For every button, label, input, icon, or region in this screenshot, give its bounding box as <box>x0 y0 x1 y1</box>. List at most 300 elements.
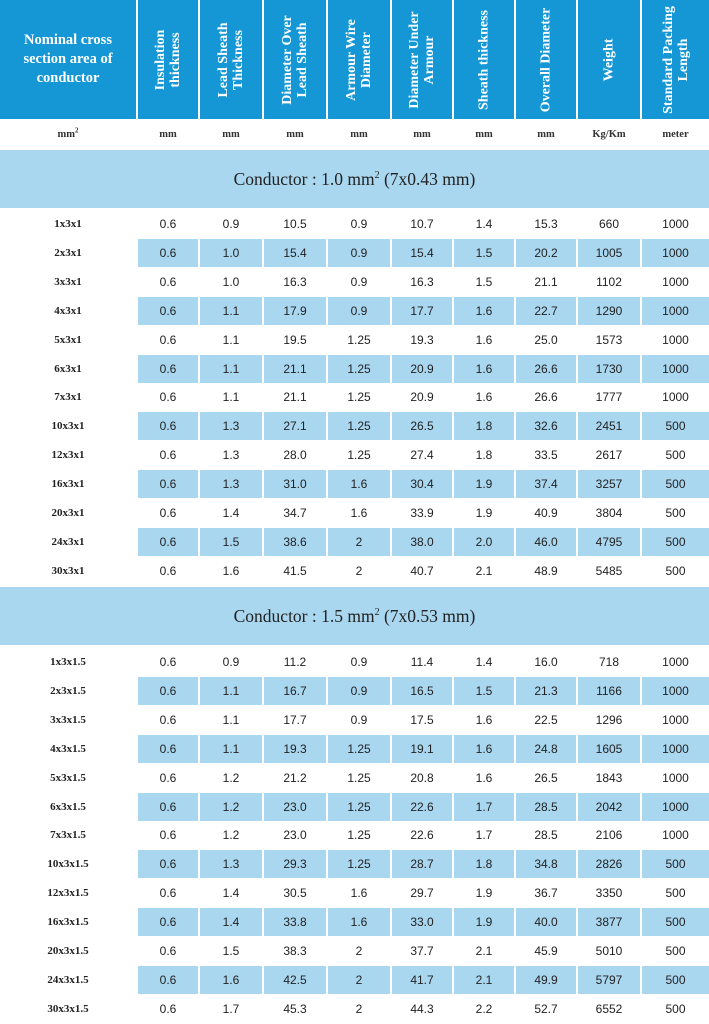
table-cell: 33.5 <box>534 448 558 463</box>
table-cell: 1.6 <box>475 770 493 785</box>
table-cell: 25.0 <box>534 332 558 347</box>
table-cell: 31.0 <box>264 470 326 498</box>
unit-label: mm <box>222 129 240 140</box>
table-row <box>0 706 709 735</box>
table-cell: 1.3 <box>222 448 240 463</box>
table-cell: 1.5 <box>475 274 493 289</box>
table-cell: 16.3 <box>410 274 434 289</box>
table-cell: 1.6 <box>222 563 240 578</box>
table-cell: 42.5 <box>264 966 326 994</box>
table-cell: 718 <box>598 655 620 669</box>
column-header <box>642 0 709 119</box>
table-cell: 0.6 <box>159 828 177 843</box>
table-cell: 0.6 <box>138 470 198 498</box>
table-cell: 1.8 <box>454 850 514 878</box>
table-cell: 2 <box>328 966 390 994</box>
table-cell: 29.7 <box>410 886 434 901</box>
table-cell: 1.2 <box>222 770 240 785</box>
table-cell: 21.1 <box>534 274 558 289</box>
table-cell: 52.7 <box>534 1001 558 1016</box>
table-cell: 49.9 <box>516 966 576 994</box>
table-cell: 0.9 <box>350 217 368 231</box>
table-cell: 1005 <box>578 239 640 267</box>
table-cell: 48.9 <box>534 563 558 578</box>
table-cell: 2106 <box>595 828 623 843</box>
table-cell: 30.5 <box>283 886 307 901</box>
table-cell: 44.3 <box>410 1001 434 1016</box>
table-cell: 1.25 <box>347 770 371 785</box>
table-cell: 2.1 <box>454 966 514 994</box>
row-label: 10x3x1 <box>51 420 85 433</box>
table-cell: 1.6 <box>328 470 390 498</box>
table-cell: 2617 <box>595 448 623 463</box>
table-row <box>0 355 709 384</box>
table-cell: 19.3 <box>410 332 434 347</box>
row-label: 24x3x1 <box>51 535 85 548</box>
table-cell: 1.6 <box>454 355 514 383</box>
table-cell: 1.1 <box>200 355 262 383</box>
table-cell: 45.9 <box>534 944 558 958</box>
table-row <box>0 210 709 239</box>
column-header-label: Standard Packing Length <box>660 5 691 114</box>
table-cell: 16.3 <box>283 274 307 289</box>
table-cell: 0.6 <box>138 239 198 267</box>
table-cell: 0.6 <box>159 712 177 727</box>
row-label: 10x3x1.5 <box>47 858 89 871</box>
table-cell: 33.8 <box>264 908 326 936</box>
table-cell: 1.4 <box>222 886 240 901</box>
table-cell: 1.25 <box>347 448 371 463</box>
row-label: 12x3x1 <box>51 449 85 462</box>
table-cell: 1.3 <box>200 470 262 498</box>
table-cell: 40.9 <box>534 506 558 520</box>
table-cell: 26.5 <box>534 770 558 785</box>
table-cell: 1.1 <box>200 735 262 763</box>
table-row <box>0 821 709 850</box>
table-cell: 1.8 <box>454 412 514 440</box>
table-cell: 2042 <box>578 793 640 821</box>
table-cell: 21.1 <box>283 390 307 405</box>
table-cell: 1.9 <box>475 506 493 520</box>
unit-label: mm <box>475 129 493 140</box>
row-label: 3x3x1.5 <box>50 713 86 726</box>
table-cell: 22.6 <box>410 828 434 843</box>
column-header <box>392 0 452 119</box>
table-cell: 1000 <box>662 712 689 727</box>
table-cell: 2 <box>355 1001 363 1016</box>
row-label: 16x3x1.5 <box>47 916 89 929</box>
table-cell: 1.9 <box>475 886 493 901</box>
table-cell: 19.1 <box>392 735 452 763</box>
table-cell: 23.0 <box>283 828 307 843</box>
table-cell: 22.6 <box>392 793 452 821</box>
table-row <box>0 735 709 764</box>
table-cell: 0.6 <box>159 448 177 463</box>
table-cell: 21.1 <box>264 355 326 383</box>
table-cell: 0.9 <box>222 655 240 669</box>
table-cell: 1.9 <box>454 470 514 498</box>
table-cell: 0.9 <box>328 677 390 705</box>
row-label: 24x3x1.5 <box>47 973 89 986</box>
column-header-label: Insulation thickness <box>153 29 183 90</box>
table-cell: 16.5 <box>392 677 452 705</box>
header-row <box>0 0 709 119</box>
table-cell: 1.7 <box>475 828 493 843</box>
table-cell: 1.4 <box>222 506 240 520</box>
table-cell: 1.0 <box>200 239 262 267</box>
table-cell: 500 <box>665 563 686 578</box>
column-header <box>200 0 262 119</box>
table-cell: 21.3 <box>516 677 576 705</box>
row-label: 2x3x1.5 <box>50 684 86 697</box>
table-cell: 1296 <box>595 712 623 727</box>
table-cell: 20.9 <box>392 355 452 383</box>
table-cell: 1.6 <box>350 506 368 520</box>
table-row <box>0 268 709 297</box>
table-row <box>0 470 709 499</box>
table-cell: 0.6 <box>138 735 198 763</box>
column-header-label: Diameter Under Armour <box>407 10 437 109</box>
table-cell: 500 <box>642 850 709 878</box>
table-cell: 500 <box>642 470 709 498</box>
table-cell: 1.25 <box>328 355 390 383</box>
row-label: 7x3x1.5 <box>50 829 86 842</box>
table-cell: 1.3 <box>200 412 262 440</box>
unit-label: mm <box>286 129 304 140</box>
table-cell: 3804 <box>595 506 623 520</box>
table-cell: 5010 <box>595 944 623 958</box>
table-cell: 30.4 <box>392 470 452 498</box>
column-header: Nominal cross section area of conductor <box>0 0 136 119</box>
table-cell: 0.9 <box>350 274 368 289</box>
column-header <box>454 0 514 119</box>
table-cell: 17.9 <box>264 297 326 325</box>
table-cell: 38.6 <box>264 528 326 556</box>
table-cell: 0.6 <box>159 1001 177 1016</box>
table-cell: 1843 <box>595 770 623 785</box>
table-cell: 2.0 <box>454 528 514 556</box>
table-cell: 46.0 <box>516 528 576 556</box>
table-cell: 1000 <box>662 274 689 289</box>
table-cell: 2.1 <box>475 944 493 958</box>
table-cell: 3257 <box>578 470 640 498</box>
table-cell: 1.7 <box>454 793 514 821</box>
table-cell: 1.1 <box>222 390 240 405</box>
table-cell: 16.7 <box>264 677 326 705</box>
table-cell: 1.2 <box>200 793 262 821</box>
table-cell: 0.6 <box>159 563 177 578</box>
table-cell: 40.0 <box>516 908 576 936</box>
table-cell: 28.5 <box>516 793 576 821</box>
table-cell: 29.3 <box>264 850 326 878</box>
table-cell: 1573 <box>595 332 623 347</box>
column-header-label: Overall Diameter <box>538 7 554 112</box>
table-cell: 27.1 <box>264 412 326 440</box>
table-cell: 1.25 <box>328 735 390 763</box>
table-cell: 28.7 <box>392 850 452 878</box>
table-cell: 1000 <box>662 655 689 669</box>
table-cell: 1000 <box>662 217 689 231</box>
table-cell: 15.4 <box>264 239 326 267</box>
table-cell: 1.25 <box>347 332 371 347</box>
table-cell: 22.7 <box>516 297 576 325</box>
table-cell: 33.9 <box>410 506 434 520</box>
table-cell: 41.5 <box>283 563 307 578</box>
table-cell: 1.5 <box>454 239 514 267</box>
table-cell: 1.25 <box>328 793 390 821</box>
table-row <box>0 326 709 355</box>
table-cell: 1000 <box>642 239 709 267</box>
table-row <box>0 528 709 557</box>
column-header-label: Diameter Over Lead Sheath <box>280 14 310 105</box>
table-row <box>0 850 709 879</box>
table-cell: 2 <box>328 528 390 556</box>
column-header <box>264 0 326 119</box>
table-cell: 500 <box>665 1001 686 1016</box>
table-cell: 500 <box>642 966 709 994</box>
table-cell: 0.9 <box>222 217 240 231</box>
table-cell: 660 <box>598 217 620 231</box>
table-cell: 1.5 <box>454 677 514 705</box>
table-cell: 0.6 <box>138 677 198 705</box>
table-cell: 0.9 <box>328 297 390 325</box>
table-cell: 1000 <box>662 770 689 785</box>
table-cell: 38.3 <box>283 944 307 958</box>
table-row <box>0 297 709 326</box>
table-cell: 2826 <box>578 850 640 878</box>
row-label: 20x3x1.5 <box>47 945 89 957</box>
table-cell: 0.6 <box>138 297 198 325</box>
table-cell: 1102 <box>596 274 622 289</box>
row-label: 3x3x1 <box>54 275 82 288</box>
table-row <box>0 966 709 995</box>
table-cell: 1.25 <box>347 390 371 405</box>
table-cell: 1000 <box>642 297 709 325</box>
table-cell: 500 <box>665 944 686 958</box>
table-cell: 3877 <box>578 908 640 936</box>
table-cell: 28.5 <box>534 828 558 843</box>
table-cell: 500 <box>665 886 686 901</box>
table-cell: 38.0 <box>392 528 452 556</box>
table-cell: 32.6 <box>516 412 576 440</box>
table-cell: 17.5 <box>410 712 434 727</box>
table-cell: 1.2 <box>222 828 240 843</box>
table-cell: 23.0 <box>264 793 326 821</box>
table-cell: 28.0 <box>283 448 307 463</box>
section-title: Conductor : 1.5 $mm^2$ (7x0.53 mm) <box>0 587 709 645</box>
table-cell: 1.6 <box>475 332 493 347</box>
table-row <box>0 764 709 793</box>
table-cell: 2451 <box>578 412 640 440</box>
table-cell: 1.6 <box>200 966 262 994</box>
table-row <box>0 879 709 908</box>
table-cell: 0.9 <box>350 712 368 727</box>
table-cell: 1.1 <box>222 332 240 347</box>
table-row <box>0 412 709 441</box>
table-cell: 26.5 <box>392 412 452 440</box>
table-cell: 5485 <box>595 563 623 578</box>
row-label: 4x3x1.5 <box>50 742 86 755</box>
table-cell: 1.25 <box>328 412 390 440</box>
table-cell: 500 <box>642 908 709 936</box>
table-cell: 1.6 <box>475 712 493 727</box>
table-cell: 1000 <box>642 677 709 705</box>
table-cell: 19.3 <box>264 735 326 763</box>
table-cell: 40.7 <box>410 563 434 578</box>
table-cell: 0.6 <box>138 908 198 936</box>
table-row <box>0 937 709 966</box>
table-cell: 1.5 <box>222 944 240 958</box>
column-header <box>328 0 390 119</box>
table-cell: 1000 <box>662 828 689 843</box>
table-cell: 1.25 <box>328 850 390 878</box>
table-cell: 20.9 <box>410 390 434 405</box>
table-row <box>0 383 709 412</box>
table-cell: 500 <box>642 528 709 556</box>
table-cell: 1000 <box>662 390 689 405</box>
table-row <box>0 677 709 706</box>
column-header-label: Armour Wire Diameter <box>344 18 374 101</box>
row-label: 6x3x1 <box>54 362 82 375</box>
row-label: 1x3x1.5 <box>50 656 86 668</box>
table-cell: 0.6 <box>159 944 177 958</box>
table-cell: 37.7 <box>410 944 434 958</box>
table-cell: 1.4 <box>475 217 493 231</box>
table-cell: 15.3 <box>534 217 558 231</box>
table-cell: 36.7 <box>534 886 558 901</box>
table-cell: 0.6 <box>159 274 177 289</box>
table-cell: 22.5 <box>534 712 558 727</box>
table-cell: 15.4 <box>392 239 452 267</box>
table-cell: 1000 <box>642 793 709 821</box>
table-cell: 1730 <box>578 355 640 383</box>
table-cell: 33.0 <box>392 908 452 936</box>
table-cell: 1.6 <box>454 297 514 325</box>
table-row <box>0 908 709 937</box>
table-row <box>0 499 709 528</box>
table-cell: 1.0 <box>222 274 240 289</box>
table-cell: 0.6 <box>159 886 177 901</box>
table-cell: 0.6 <box>138 355 198 383</box>
table-cell: 0.6 <box>138 966 198 994</box>
table-cell: 45.3 <box>283 1001 307 1016</box>
unit-label: mm <box>413 129 431 140</box>
table-cell: 1000 <box>642 355 709 383</box>
row-label: 6x3x1.5 <box>50 800 86 813</box>
table-cell: 1.6 <box>454 735 514 763</box>
table-cell: 1.1 <box>200 677 262 705</box>
column-header <box>516 0 576 119</box>
table-cell: 500 <box>642 412 709 440</box>
table-cell: 1.7 <box>222 1001 240 1016</box>
unit-label: meter <box>662 129 689 140</box>
table-row <box>0 648 709 677</box>
row-label: 2x3x1 <box>54 246 82 259</box>
table-cell: 0.9 <box>350 655 368 669</box>
table-cell: 1.6 <box>328 908 390 936</box>
table-cell: 1605 <box>578 735 640 763</box>
table-cell: 1000 <box>662 332 689 347</box>
table-cell: 21.2 <box>283 770 307 785</box>
table-cell: 17.7 <box>283 712 307 727</box>
column-header-label: Weight <box>601 38 617 81</box>
table-cell: 2 <box>355 563 363 578</box>
table-row <box>0 239 709 268</box>
table-cell: 34.7 <box>283 506 307 520</box>
table-cell: 1290 <box>578 297 640 325</box>
table-cell: 0.9 <box>328 239 390 267</box>
table-cell: 500 <box>665 506 686 520</box>
row-label: 5x3x1.5 <box>50 771 86 784</box>
table-cell: 1.4 <box>475 655 493 669</box>
table-cell: 11.4 <box>410 655 434 669</box>
table-row <box>0 557 709 586</box>
table-cell: 1777 <box>595 390 623 405</box>
table-cell: 11.2 <box>283 655 307 669</box>
table-cell: 0.6 <box>138 528 198 556</box>
row-label: 16x3x1 <box>51 478 85 491</box>
row-label: 4x3x1 <box>54 304 82 317</box>
table-cell: 1.9 <box>454 908 514 936</box>
unit-label: $mm^2$ <box>57 126 79 140</box>
row-label: 20x3x1 <box>51 507 85 519</box>
table-cell: 1.3 <box>200 850 262 878</box>
table-cell: 0.6 <box>159 390 177 405</box>
table-cell: 0.6 <box>159 506 177 520</box>
table-cell: 0.6 <box>138 793 198 821</box>
table-cell: 27.4 <box>410 448 434 463</box>
table-cell: 0.6 <box>138 412 198 440</box>
table-cell: 5797 <box>578 966 640 994</box>
column-header <box>578 0 640 119</box>
row-label: 30x3x1 <box>51 564 85 577</box>
row-label: 12x3x1.5 <box>47 887 89 900</box>
row-label: 7x3x1 <box>54 391 82 404</box>
row-label: 30x3x1.5 <box>47 1002 89 1015</box>
unit-label: mm <box>537 129 555 140</box>
table-cell: 10.7 <box>410 217 434 231</box>
table-cell: 6552 <box>595 1001 623 1016</box>
table-row <box>0 441 709 470</box>
table-cell: 41.7 <box>392 966 452 994</box>
table-cell: 0.6 <box>159 217 177 231</box>
table-cell: 2.2 <box>475 1001 493 1016</box>
table-cell: 2.1 <box>475 563 493 578</box>
units-row <box>0 119 709 150</box>
table-cell: 0.6 <box>159 332 177 347</box>
column-header <box>138 0 198 119</box>
table-cell: 17.7 <box>392 297 452 325</box>
table-cell: 37.4 <box>516 470 576 498</box>
unit-label: mm <box>350 129 368 140</box>
table-row <box>0 793 709 822</box>
table-cell: 20.8 <box>410 770 434 785</box>
table-cell: 1.5 <box>200 528 262 556</box>
table-row <box>0 995 709 1024</box>
table-cell: 0.6 <box>159 770 177 785</box>
table-cell: 4795 <box>578 528 640 556</box>
row-label: 5x3x1 <box>54 333 82 346</box>
table-cell: 1.6 <box>350 886 368 901</box>
table-cell: 500 <box>665 448 686 463</box>
table-cell: 0.6 <box>138 850 198 878</box>
table-cell: 1000 <box>642 735 709 763</box>
table-cell: 1.25 <box>347 828 371 843</box>
table-cell: 1.1 <box>200 297 262 325</box>
table-cell: 1.6 <box>475 390 493 405</box>
row-label: 1x3x1 <box>54 218 82 230</box>
section-title: Conductor : 1.0 $mm^2$ (7x0.43 mm) <box>0 150 709 208</box>
